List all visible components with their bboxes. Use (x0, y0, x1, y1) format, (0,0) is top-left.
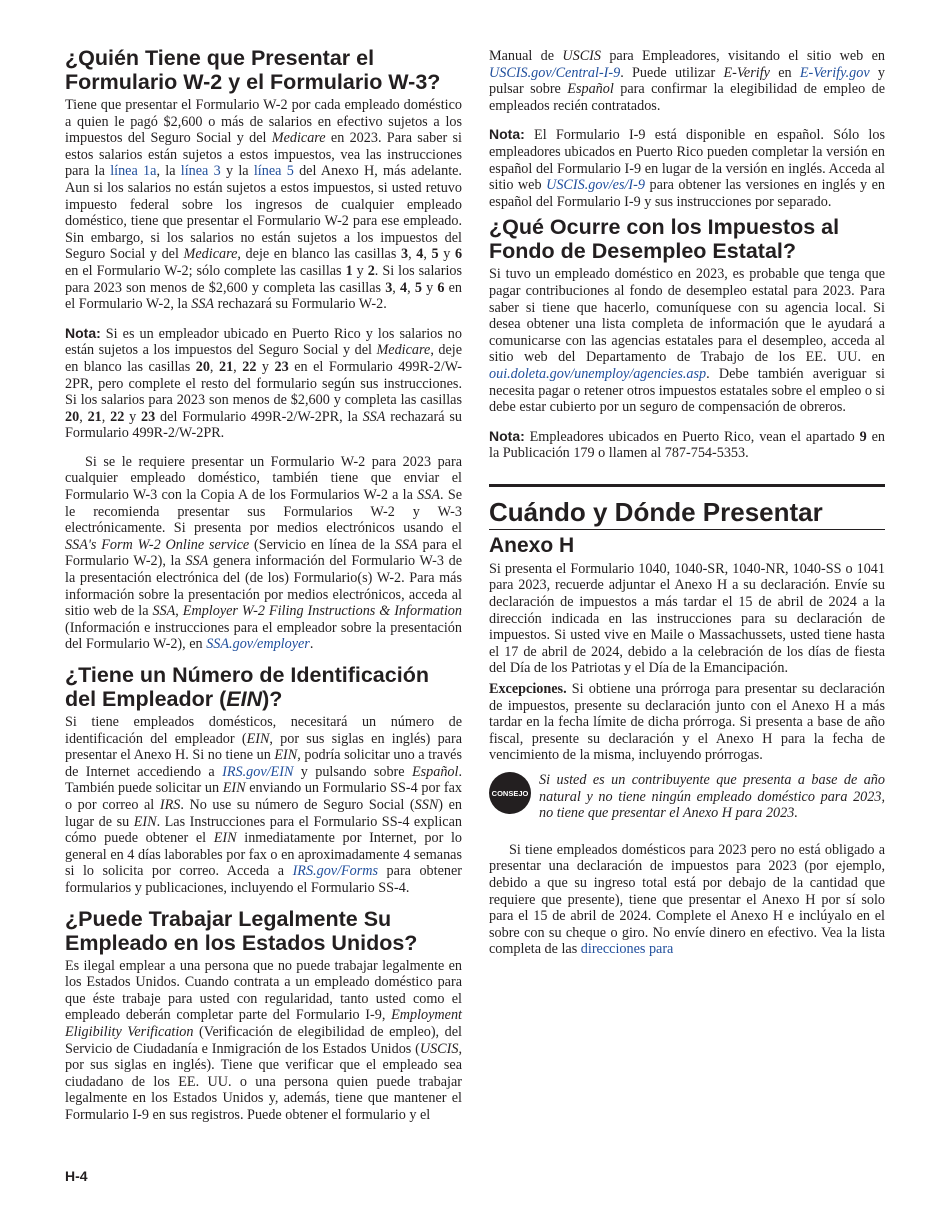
link-oui-doleta[interactable]: oui.doleta.gov/unemploy/agencies.asp (489, 365, 707, 382)
right-column-top (489, 48, 885, 114)
tip-text: Si usted es un contribuyente que presenta a base de año natural y no tiene ningún empleado doméstico para 2023, no tiene que presentar el Anexo H para 2023. (539, 772, 885, 822)
unemployment-nota: Nota: Empleadores ubicados en Puerto Rico, vean el apartado 9 en la Publicación 179 o llamen al 787-754-5353. (489, 427, 885, 462)
w2-nota: Nota: Si es un empleador ubicado en Puerto Rico y los salarios no están sujetos a los impuestos del Seguro Social y del Medicare, deje en blanco las casillas 20, 21, 22 y 23 en el Formulario 499R-2/W-2PR, pero complete el resto del formulario según sus instrucciones. Si los salarios para 2023 son menos de $2,600 y completa las casillas 20, 21, 22 y 23 del Formulario 499R-2/W-2PR, la SSA rechazará su Formulario 499R-2/W-2PR. (65, 324, 463, 442)
section-divider (489, 484, 885, 487)
page-number: H-4 (65, 1168, 88, 1184)
heading-when-where: Cuándo y Dónde Presentar (489, 497, 885, 530)
link-line-5[interactable]: línea 5 (253, 163, 294, 180)
anexo-h-paragraph: Si presenta el Formulario 1040, 1040-SR, 1040-NR, 1040-SS o 1041 para 2023, recuerde adjuntar el Anexo H a su declaración. Envíe su declaración de impuestos a más tardar el 15 de abril de 2024 a la dirección indicada en las instrucciones para su declaración de impuestos. Si usted vive en Maile o Massachussets, usted tiene hasta el 17 de abril de 2024, debido a la celebración de los días de fiesta del Día de los Patriotas y el Día de la Emancipación. (489, 560, 885, 677)
consejo-icon: CONSEJO (489, 772, 531, 814)
unemployment-paragraph: Si tuvo un empleado doméstico en 2023, es probable que tenga que pagar contribuciones al fondo de desempleo estatal para 2023. Para saber si tiene que hacerlo, comuníquese con su agencia local. Si desea obtener una lista completa de información que le ayudará a comunicarse con las agencias estatales para el desempleo, acceda al sitio web del Departamento de Trabajo de los EE. UU. en oui.doleta.gov/unemploy/agencies.asp. Debe también averiguar si necesita pagar o retener otros impuestos estatales sobre el empleo o si debe estar cubierto por un seguro de compensación de obreros. (489, 266, 885, 416)
heading-w2: ¿Quién Tiene que Presentar el Formulario W-2 y el Formulario W-3? (65, 46, 441, 94)
link-irs-ein[interactable]: IRS.gov/EIN (222, 763, 294, 780)
tip-box (489, 772, 885, 822)
heading-ein: ¿Tiene un Número de Identificación del Empleador (EIN)? (65, 663, 429, 711)
excepciones-paragraph: Excepciones. Si obtiene una prórroga para presentar su declaración de impuestos, presente su declaración junto con el Anexo H a más tardar en la fecha límite de dicha prórroga. Si presenta a base de año fiscal, presente su declaración y el Anexo H para la fecha de vencimiento de la misma, incluyendo prórrogas. (489, 681, 885, 764)
heading-legal-work: ¿Puede Trabajar Legalmente Su Empleado en los Estados Unidos? (65, 906, 418, 955)
link-line-3[interactable]: línea 3 (180, 163, 221, 180)
subheading-anexo-h: Anexo H (489, 533, 575, 557)
left-column (65, 46, 462, 1123)
right-column-content (489, 126, 885, 958)
ein-paragraph: Si tiene empleados domésticos, necesitará un número de identificación del empleador (EIN, por sus siglas en inglés) para presentar el Anexo H. Si no tiene un EIN, podría solicitar uno a través de Internet accediendo a IRS.gov/EIN y pulsando sobre Español. También puede solicitar un EIN enviando un Formulario SS-4 por fax o por correo al IRS. No use su número de Seguro Social (SSN) en lugar de su EIN. Las Instrucciones para el Formulario SS-4 explican cómo puede obtener el EIN inmediatamente por Internet, por lo general en 4 días laborables por fax o en aproximadamente 4 semanas si lo solicita por correo. Acceda a IRS.gov/Forms para obtener formularios y publicaciones, incluyendo el Formulario SS-4. (65, 714, 463, 896)
w3-paragraph: Si se le requiere presentar un Formulario W-2 para 2023 para cualquier empleado doméstico, también tiene que enviar el Formulario W-3 con la Copia A de los Formularios W-2 a la SSA. Se le recomienda presentar sus Formularios W-2 y W-3 electrónicamente. Si presenta por medios electrónicos usando el SSA's Form W-2 Online service (Servicio en línea de la SSA para el Formulario W-2), la SSA genera información del Formulario W-3 de la presentación electrónica del (de los) Formulario(s) W-2. Para más información sobre la presentación por medios electrónicos, acceda al sitio web de la SSA, Employer W-2 Filing Instructions & Information (Información e instrucciones para el empleador sobre la presentación del Formulario W-2), en SSA.gov/employer. (65, 453, 463, 653)
legal-continued: Manual de USCIS para Empleadores, visitando el sitio web en USCIS.gov/Central-I-9. Puede utilizar E-Verify en E-Verify.gov y pulsar sobre Español para confirmar la elegibilidad de empleo de empleados recién contratados. (489, 48, 885, 114)
link-everify[interactable]: E-Verify.gov (799, 64, 870, 81)
link-line-1a[interactable]: línea 1a (110, 163, 157, 180)
heading-unemployment: ¿Qué Ocurre con los Impuestos al Fondo de Desempleo Estatal? (489, 215, 840, 264)
legal-paragraph: Es ilegal emplear a una persona que no puede trabajar legalmente en los Estados Unidos. Cuando contrata a un empleado doméstico para que éste trabaje para usted con regularidad, tanto usted como el empleado deberán completar parte del Formulario I-9, Employment Eligibility Verification (Verificación de elegibilidad de empleo), del Servicio de Ciudadanía e Inmigración de los Estados Unidos (USCIS, por sus siglas en inglés). Tiene que verificar que el empleado sea ciudadano de los EE. UU. o una persona quien puede trabajar legalmente en los Estados Unidos y, además, tiene que mantener el Formulario I-9 en sus registros. Puede obtener el formulario y el (65, 957, 462, 1123)
link-uscis-central-i9[interactable]: USCIS.gov/Central-I-9 (489, 64, 621, 81)
link-direcciones[interactable]: direcciones para (580, 941, 674, 958)
anexo-h-alone-paragraph: Si tiene empleados domésticos para 2023 pero no está obligado a presentar una declaración de impuestos para 2023 (por ejemplo, debido a que su ingreso total está por debajo de la cantidad que requiere que presente), tiene que presentar el Anexo H por sí solo para el 15 de abril de 2024. Complete el Anexo H e inclúyalo en el sobre con su cheque o giro. No envíe dinero en efectivo. Vea la lista completa de las direcciones para (489, 841, 885, 958)
link-uscis-i9[interactable]: USCIS.gov/es/I-9 (546, 177, 645, 194)
legal-nota: Nota: El Formulario I-9 está disponible en español. Sólo los empleadores ubicados en Puerto Rico pueden completar la versión en español del Formulario I-9 en lugar de la versión en inglés. Acceda al sitio web USCIS.gov/es/I-9 para obtener las versiones en inglés y en español del Formulario I-9 y sus instrucciones por separado. (489, 126, 885, 210)
link-irs-forms[interactable]: IRS.gov/Forms (292, 863, 379, 880)
link-ssa-employer[interactable]: SSA.gov/employer (206, 636, 310, 653)
w2-paragraph: Tiene que presentar el Formulario W-2 por cada empleado doméstico a quien le pagó $2,600 o más de salarios en efectivo sujetos a los impuestos del Seguro Social y del Medicare en 2023. Para saber si estos salarios están sujetos a estos impuestos, vea las instrucciones para la línea 1a, la línea 3 y la línea 5 del Anexo H, más adelante. Aun si los salarios no están sujetos a estos impuestos, si usted retuvo impuesto federal sobre los ingresos de cualquier empleado doméstico, tiene que presentar el Formulario W-2 para ese empleado. Sin embargo, si los salarios no están sujetos a los impuestos del Seguro Social y del Medicare, deje en blanco las casillas 3, 4, 5 y 6 en el Formulario W-2; sólo complete las casillas 1 y 2. Si los salarios para 2023 son menos de $2,600 y completa las casillas 3, 4, 5 y 6 en el Formulario W-2, la SSA rechazará su Formulario W-2. (65, 97, 463, 313)
